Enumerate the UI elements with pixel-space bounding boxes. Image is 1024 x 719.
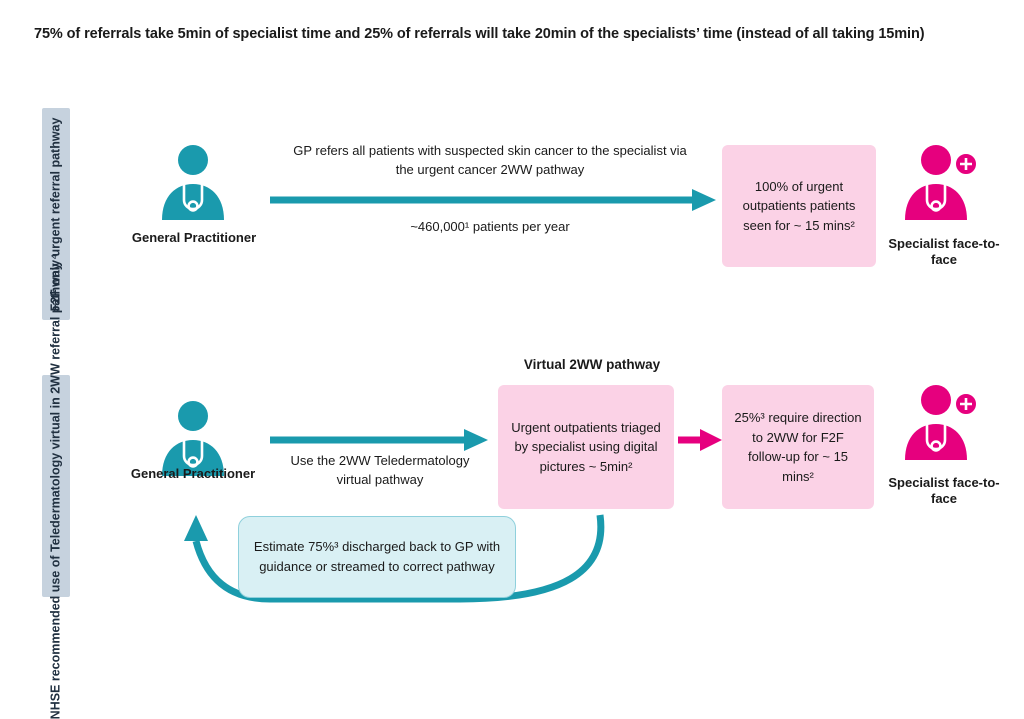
pink-box-virtual-triage: Urgent outpatients triaged by specialist using digital pictures ~ 5min² xyxy=(498,385,674,509)
specialist-figure-bottom xyxy=(898,382,984,465)
flow-text-top-referral: GP refers all patients with suspected skin cancer to the specialist via the urgent cancer 2WW pathway xyxy=(293,143,687,177)
pink-box-bottom-f2f-followup: 25%³ require direction to 2WW for F2F follow-up for ~ 15 mins² xyxy=(722,385,874,509)
virtual-pathway-heading: Virtual 2WW pathway xyxy=(523,357,661,372)
arrow-virtual-to-f2f xyxy=(678,425,724,455)
specialist-caption-bottom: Specialist face-to-face xyxy=(888,475,1000,507)
gp-caption-top: General Practitioner xyxy=(131,230,257,245)
row-label-teledermatology xyxy=(42,253,70,719)
arrow-gp-to-specialist-top xyxy=(268,185,718,215)
gp-caption-bottom: General Practitioner xyxy=(130,466,256,481)
specialist-figure-top xyxy=(898,142,984,225)
row-label-teledermatology-text: NHSE recommended use of Teledermatology virtual in 2WW referral pathway ⁴ xyxy=(48,253,63,719)
gp-figure-top xyxy=(150,142,236,225)
pink-box-top-outpatients: 100% of urgent outpatients patients seen for ~ 15 mins² xyxy=(722,145,876,267)
doctor-icon xyxy=(150,142,236,220)
flow-text-bottom-teledermatology: Use the 2WW Teledermatology virtual pathway xyxy=(290,453,470,487)
arrow-gp-to-virtual xyxy=(268,425,490,455)
specialist-caption-top: Specialist face-to-face xyxy=(888,236,1000,268)
doctor-icon xyxy=(150,398,236,476)
callout-feedback-discharge: Estimate 75%³ discharged back to GP with guidance or streamed to correct pathway xyxy=(238,516,516,598)
specialist-doctor-icon xyxy=(898,142,984,220)
flow-text-top-volume: ~460,000¹ patients per year xyxy=(410,219,570,234)
page-title: 75% of referrals take 5min of specialist time and 25% of referrals will take 20min of the specialists’ time (instead of all taking 15min) xyxy=(34,26,925,42)
specialist-doctor-icon xyxy=(898,382,984,460)
row-label-f2f-only-text: F2F only urgent referral pathway xyxy=(48,117,63,311)
